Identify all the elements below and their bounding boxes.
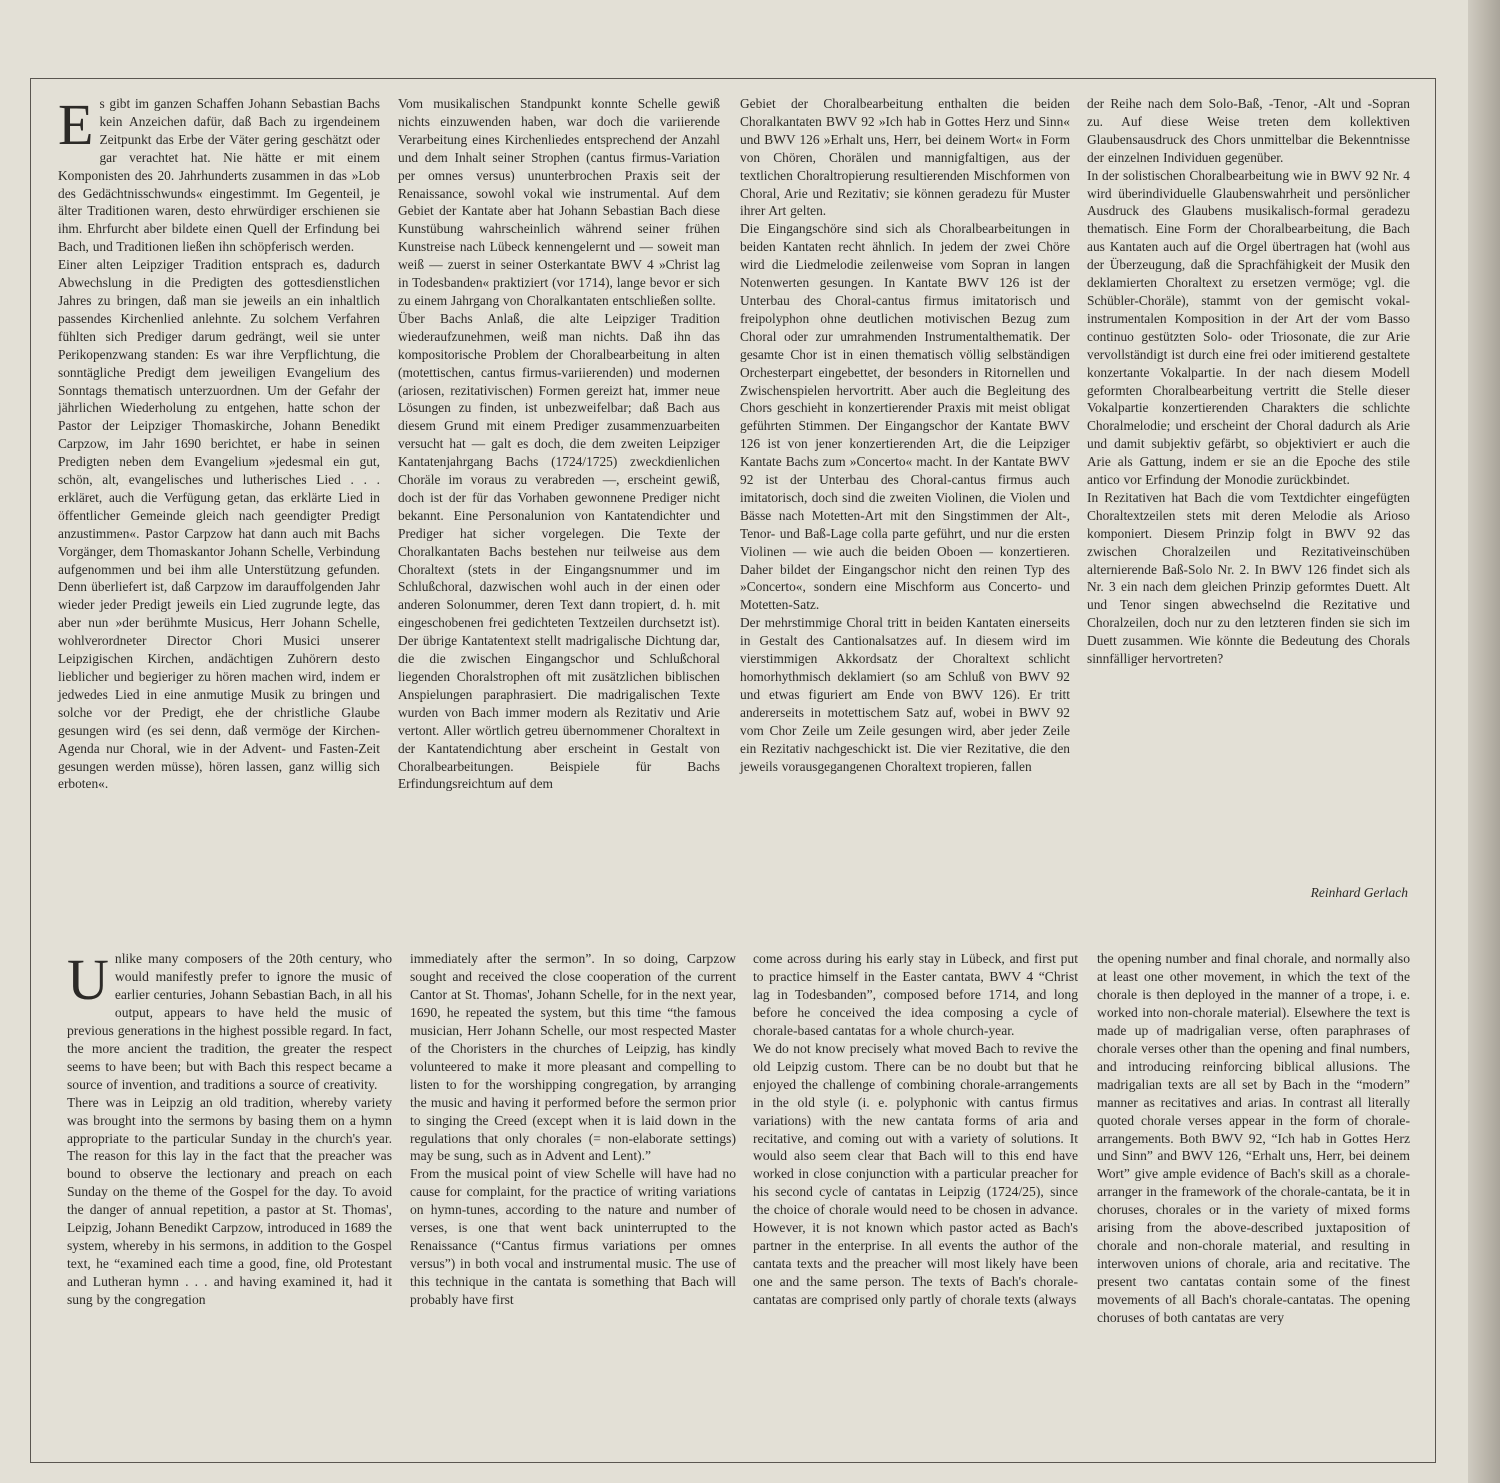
german-paragraph: der Reihe nach dem Solo-Baß, -Tenor, -Alt und -Sopran zu. Auf diese Weise treten dem kollektiven Glaubensausdruck des Chors unmittelbar die Bekenntnisse der einzelnen Individuen gegenüber. bbox=[1087, 96, 1410, 165]
english-drop-cap: U bbox=[67, 947, 109, 1012]
german-paragraph: Die Eingangschöre sind sich als Choralbearbeitungen in beiden Kantaten recht ähnlich. In jedem der zwei Chöre wird die Liedmelodie zeilenweise vom Sopran in langen Notenwerten gesungen. In Kantate BWV 126 ist der Unterbau des Choral-cantus firmus imitatorisch und freipolyphon ohne deutlichen motivischen Bezug zum Choral oder zur umrahmenden Instrumentalthematik. Der gesamte Chor ist in einen thematisch völlig selbständigen Orchesterpart eingebettet, der besonders in Ritornellen und Zwischenspielen hervortritt. Aber auch die Begleitung des Chors geschieht in konzertierender Praxis mit meist obligat geführten Stimmen. Der Eingangschor der Kantate BWV 126 ist von jener konzertierenden Art, die die Leipziger Kantate Bachs zum »Concerto« macht. In der Kantate BWV 92 ist der Unterbau des Choral-cantus firmus auch imitatorisch, doch sind die zweiten Violinen, die Violen und Bässe nach Motetten-Art mit den Singstimmen der Alt-, Tenor- und Baß-Lage colla parte geführt, und nur die ersten Violinen — wie auch die beiden Oboen — konzertieren. Daher bildet der Eingangschor nicht den reinen Typ des »Concerto«, sondern eine Mischform aus Concerto- und Motetten-Satz. bbox=[740, 221, 1070, 613]
german-column-1 bbox=[58, 92, 380, 930]
german-paragraph: Vom musikalischen Standpunkt konnte Schelle gewiß nichts einzuwenden haben, war doch die variierende Verarbeitung eines Kirchenliedes entsprechend der Anzahl und dem Inhalt seiner Strophen (cantus firmus-Variation per omnes versus) ununterbrochen Praxis seit der Renaissance, sowohl vokal wie instrumental. Auf dem Gebiet der Kantate aber hat Johann Sebastian Bach diese Kunstübung wahrscheinlich während seiner frühen Kunstreise nach Lübeck kennengelernt und — soweit man weiß — zuerst in seiner Osterkantate BWV 4 »Christ lag in Todesbanden« praktiziert (vor 1714), lange bevor er sich zu einem Jahrgang von Choralkantaten entschließen sollte. bbox=[398, 96, 720, 308]
english-paragraph: the opening number and final chorale, and normally also at least one other movement, in which the text of the chorale is then deployed in the manner of a trope, i. e. worked into non-chorale material). Elsewhere the text is made up of madrigalian verse, often paraphrases of chorale verses other than the opening and final numbers, and introducing reinforcing biblical allusions. The madrigalian texts are all set by Bach in the “modern” manner as recitatives and arias. In contrast all literally quoted chorale verses appear in the form of chorale-arrangements. Both BWV 92, “Ich hab in Gottes Herz und Sinn” and BWV 126, “Erhalt uns, Herr, bei deinem Wort” give ample evidence of Bach's skill as a chorale-arranger in the framework of the chorale-cantata, be it in choruses, chorales or in the variety of mixed forms arising from the above-described juxtaposition of chorale and non-chorale material, and resulting in interwoven unions of chorale, aria and recitative. The present two cantatas contain some of the finest movements of all Bach's chorale-cantatas. The opening choruses of both cantatas are very bbox=[1097, 951, 1410, 1326]
sleeve-spine-edge bbox=[1468, 0, 1500, 1483]
author-signature: Reinhard Gerlach bbox=[1310, 885, 1408, 900]
english-paragraph: From the musical point of view Schelle will have had no cause for complaint, for the practice of writing variations on hymn-tunes, according to the nature and number of verses, is one that went back uninterrupted to the Renaissance (“Cantus firmus variations per omnes versus”) in both vocal and instrumental music. The use of this technique in the cantata is something that Bach will probably have first bbox=[410, 1166, 736, 1308]
german-column-3 bbox=[740, 95, 1070, 930]
german-paragraph: Einer alten Leipziger Tradition entsprach es, dadurch Abwechslung in die Predigten des gottesdienstlichen Jahres zu bringen, daß man sie jeweils an ein inhaltlich passendes Kirchenlied anlehnte. Zu solchem Verfahren fühlten sich Prediger darum gedrängt, weil sie unter Perikopenzwang standen: Es war ihre Verpflichtung, die sonntägliche Predigt dem jeweiligen Evangelium des Sonntags thematisch unterzuordnen. Um der Gefahr der jährlichen Wiederholung zu entgehen, hatte schon der Pastor der Leipziger Thomaskirche, Johann Benedikt Carpzow, im Jahr 1690 berichtet, er habe in seinen Predigten neben dem Evangelium »jedesmal ein gut, schön, alt, evangelisches und lutherisches Lied . . . erkläret, auch die Verfügung getan, das erklärte Lied in öffentlicher Gemeinde gleich nach geendigter Predigt anzustimmen«. Pastor Carpzow hat dann auch mit Bachs Vorgänger, dem Thomaskantor Johann Schelle, Verbindung aufgenommen und bei ihm alle Unterstützung gefunden. Denn überliefert ist, daß Carpzow im darauffolgenden Jahr wieder jeder Predigt jeweils ein Lied zugrunde legte, das aber nun »der berühmte Musicus, Herr Johann Schelle, wohlverordneter Director Chori Musici unserer Leipzigischen Kirchen, andächtigen Zuhörern desto lieblicher und begieriger zu hören machen wird, indem er jedwedes Lied in eine anmutige Musik zu bringen und solche vor der Predigt, ehe der christliche Glaube gesungen wird (es sei denn, daß vermöge der Kirchen-Agenda nur Choral, wie in der Advent- und Fasten-Zeit gesungen werden müsse), hören lassen, ganz willig sich erboten«. bbox=[58, 257, 380, 792]
english-paragraph: We do not know precisely what moved Bach to revive the old Leipzig custom. There can be no doubt but that he enjoyed the challenge of combining chorale-arrangements in the old style (i. e. polyphonic with cantus firmus variations) with the new cantata forms of aria and recitative, and coming out with a variety of solutions. It would also seem clear that Bach will to this end have worked in close conjunction with a particular preacher for his second cycle of cantatas in Leipzig (1724/25), since the choice of chorale would need to be chosen in advance. However, it is not known which pastor acted as Bach's partner in the enterprise. In all events the author of the cantata texts and the preacher will most likely have been one and the same person. The texts of Bach's chorale-cantatas are comprised only partly of chorale texts (always bbox=[753, 1040, 1078, 1308]
german-paragraph: s gibt im ganzen Schaffen Johann Sebastian Bachs kein Anzeichen dafür, daß Bach zu irgendeinem Zeitpunkt das Erbe der Väter gering geschätzt oder gar verachtet hat. Nie hätte er mit einem Komponisten des 20. Jahrhunderts zusammen in das »Lob des Gedächtnisschwunds« eingestimmt. Im Gegenteil, je älter Traditionen waren, desto ehrwürdiger erschienen sie ihm. Ehrfurcht aber bildete einen Quell der Erfindung bei Bach, und Traditionen ließen ihn schöpferisch werden. bbox=[58, 96, 380, 255]
english-paragraph: come across during his early stay in Lübeck, and first put to practice himself in the Easter cantata, BWV 4 “Christ lag in Todesbanden”, composed before 1714, and long before he conceived the idea composing a cycle of chorale-based cantatas for a whole church-year. bbox=[753, 951, 1078, 1038]
english-column-1 bbox=[67, 947, 392, 1390]
german-column-2 bbox=[398, 95, 720, 930]
german-paragraph: Der mehrstimmige Choral tritt in beiden Kantaten einerseits in Gestalt des Cantionalsatzes auf. In diesem wird im vierstimmigen Akkordsatz der Choraltext schlicht homorhythmisch deklamiert (so am Schluß von BWV 92 und etwas figuriert am Ende von BWV 126). Er tritt andererseits in motettischem Satz auf, wobei in BWV 92 vom Chor Zeile um Zeile gesungen wird, aber jeder Zeile ein Rezitativ nachgeschickt ist. Die vier Rezitative, die den jeweils vorausgegangenen Choraltext tropieren, fallen bbox=[740, 615, 1070, 774]
german-drop-cap: E bbox=[58, 92, 94, 157]
english-column-4 bbox=[1097, 950, 1410, 1390]
german-paragraph: Gebiet der Choralbearbeitung enthalten die beiden Choralkantaten BWV 92 »Ich hab in Gottes Herz und Sinn« und BWV 126 »Erhalt uns, Herr, bei deinem Wort« in Form von Chören, Chorälen und mannigfaltigen, aus der textlichen Choraltropierung resultierenden Mischformen von Choral, Arie und Rezitativ; sie können geradezu für Muster ihrer Art gelten. bbox=[740, 96, 1070, 219]
english-paragraph: nlike many composers of the 20th century, who would manifestly prefer to ignore the music of earlier centuries, Johann Sebastian Bach, in all his output, appears to have held the music of previous generations in the highest possible regard. In fact, the more ancient the tradition, the greater the respect seems to have been; but with Bach this respect became a source of invention, and traditions a source of creativity. bbox=[67, 951, 392, 1092]
english-column-2 bbox=[410, 950, 736, 1390]
english-paragraph: immediately after the sermon”. In so doing, Carpzow sought and received the close cooperation of the current Cantor at St. Thomas', Johann Schelle, for in the next year, 1690, he repeated the system, but this time “the famous musician, Herr Johann Schelle, our most respected Master of the Choristers in the churches of Leipzig, has kindly volunteered to make it more pleasant and compelling to listen to for the worshipping congregation, by arranging the music and having it performed before the sermon prior to singing the Creed (except when it is laid down in the regulations that only chorales (= non-elaborate settings) may be sung, such as in Advent and Lent).” bbox=[410, 951, 736, 1164]
english-column-3 bbox=[753, 950, 1078, 1390]
german-paragraph: In der solistischen Choralbearbeitung wie in BWV 92 Nr. 4 wird überindividuelle Glaubenswahrheit und persönlicher Ausdruck des Glaubens musikalisch-formal geradezu thematisch. Eine Form der Choralbearbeitung, die Bach aus Kantaten auch auf die Orgel übertragen hat (wohl aus der Überzeugung, daß die Sprachfähigkeit der Musik den deklamierten Choraltext zu ersetzen vermöge; vgl. die Schübler-Choräle), stammt von der gemischt vokal-instrumentalen Komposition in der Art der vom Basso continuo gestützten Solo- oder Triosonate, die zur Arie vervollständigt ist durch eine frei oder imitierend gestaltete konzertante Vokalpartie. In der nach diesem Modell geformten Choralbearbeitung vertritt die Stelle dieser Vokalpartie konzertierenden Charakters die schlichte Choralmelodie; und erscheint der Choral dadurch als Arie und damit subjektiv gefärbt, so objektiviert er auch die Arie als Gattung, indem er sie an die Epoche des stile antico vor Erfindung der Monodie zurückbindet. bbox=[1087, 167, 1410, 488]
german-paragraph: Über Bachs Anlaß, die alte Leipziger Tradition wiederaufzunehmen, weiß man nichts. Daß ihn das kompositorische Problem der Choralbearbeitung in alten (motettischen, cantus firmus-variierenden) und modernen (ariosen, rezitativischen) Formen gereizt hat, immer neue Lösungen zu finden, ist unbezweifelbar; daß Bach aus diesem Grund mit einem Prediger zusammenzuarbeiten versucht hat — galt es doch, die dem zweiten Leipziger Kantatenjahrgang Bachs (1724/1725) zweckdienlichen Choräle im voraus zu verabreden —, erscheint gewiß, doch ist der für das Vorhaben gewonnene Prediger nicht bekannt. Eine Personalunion von Kantatendichter und Prediger hat sicher vorgelegen. Die Texte der Choralkantaten Bachs bestehen nur teilweise aus dem Choraltext (stets in der Eingangsnummer und im Schlußchoral, dazwischen wohl auch in der einen oder anderen Solonummer, deren Text dann tropiert, d. h. mit eingeschobenen frei gedichteten Textzeilen durchsetzt ist). Der übrige Kantatentext stellt madrigalische Dichtung dar, die die zwischen Eingangschor und Schlußchoral liegenden Choralstrophen oft mit zusätzlichen biblischen Anspielungen paraphrasiert. Die madrigalischen Texte wurden von Bach immer modern als Rezitativ und Arie vertont. Aller wörtlich getreu übernommener Choraltext in der Kantatendichtung aber erscheint in Gestalt von Choralbearbeitungen. Beispiele für Bachs Erfindungsreichtum auf dem bbox=[398, 310, 720, 792]
english-paragraph: There was in Leipzig an old tradition, whereby variety was brought into the sermons by basing them on a hymn appropriate to the particular Sunday in the church's year. The reason for this lay in the fact that the preacher was bound to observe the lectionary and preach on each Sunday on the theme of the Gospel for the day. To avoid the danger of annual repetition, a pastor at St. Thomas', Leipzig, Johann Benedikt Carpzow, introduced in 1689 the system, whereby in his sermons, in addition to the Gospel text, he “examined each time a good, fine, old Protestant and Lutheran hymn . . . and having examined it, had it sung by the congregation bbox=[67, 1094, 392, 1308]
german-column-4 bbox=[1087, 95, 1410, 930]
german-paragraph: In Rezitativen hat Bach die vom Textdichter eingefügten Choraltextzeilen stets mit deren Melodie als Arioso komponiert. Diesem Prinzip folgt in BWV 92 das zwischen Choralzeilen und Rezitativeinschüben alternierende Baß-Solo Nr. 2. In BWV 126 findet sich als Nr. 3 ein nach dem gleichen Prinzip geformtes Duett. Alt und Tenor singen abwechselnd die Rezitative und Choralzeilen, doch nur zu den letzteren finden sie sich im Duett zusammen. Wie könnte die Bedeutung des Chorals sinnfälliger hervortreten? bbox=[1087, 489, 1410, 667]
